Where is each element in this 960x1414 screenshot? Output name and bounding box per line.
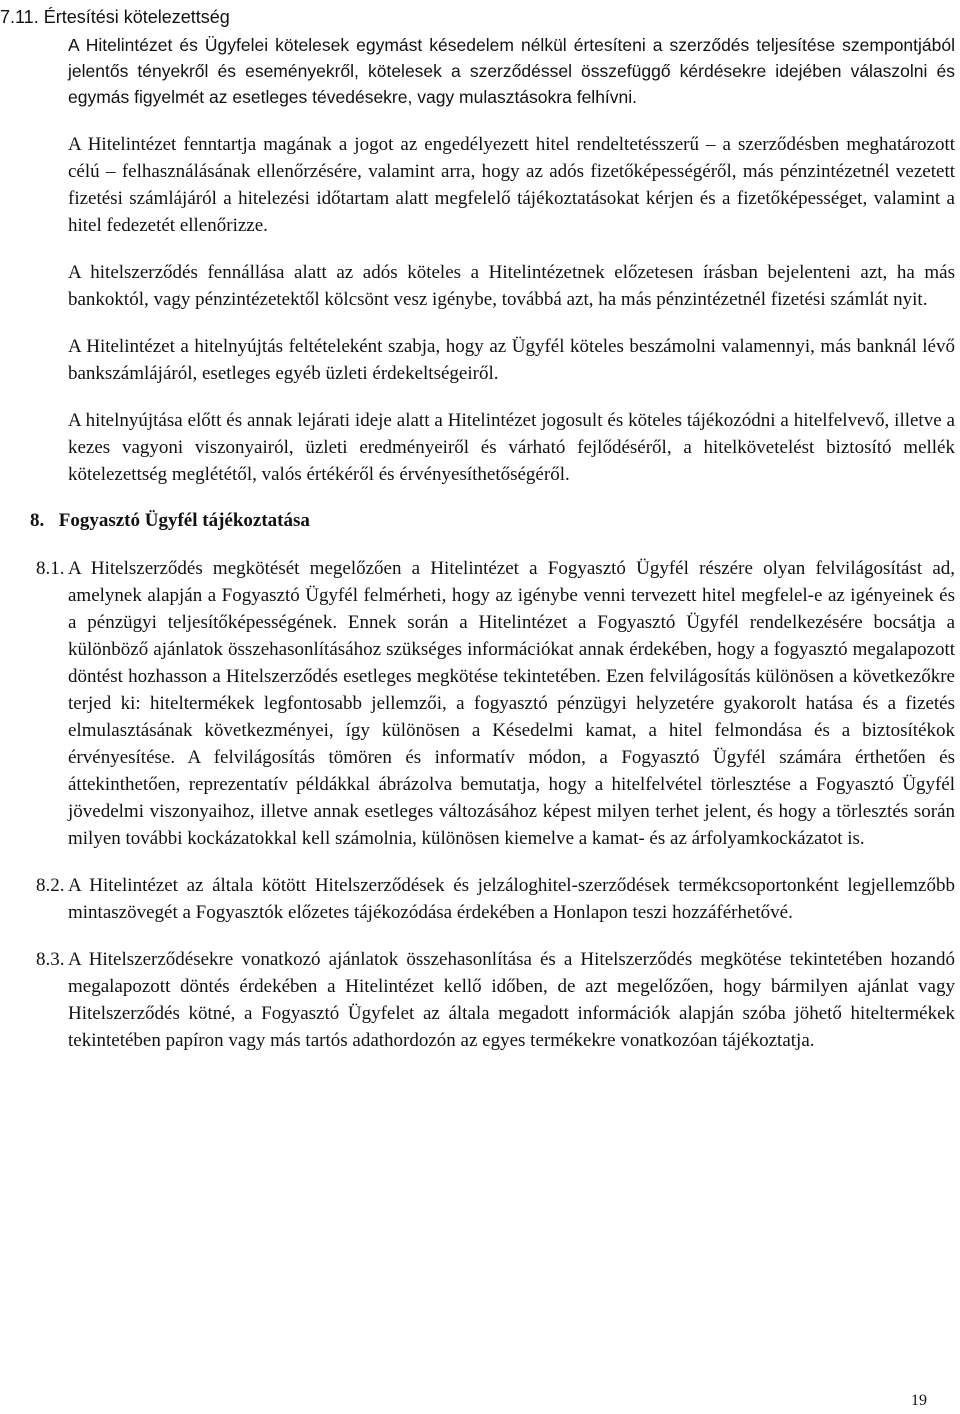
paragraph-notification-duty: A Hitelintézet és Ügyfelei kötelesek egymást késedelem nélkül értesíteni a szerződés teljesítése szempontjából jelentős tényekről és eseményekről, kötelesek a szerződéssel összefüggő kérdésekre idejében válaszolni és egymás figyelmét az esetleges tévedésekre, vagy mulasztásokra felhívni. [68,35,955,107]
section-number: 8. [30,510,45,531]
item-text: A Hitelszerződés megkötését megelőzően a Hitelintézet a Fogyasztó Ügyfél részére olyan felvilágosítást ad, amelynek alapján a Fogyasztó Ügyfél felmérheti, hogy az igénybe venni tervezett hitel megfelel-e az igényeinek és a pénzügyi teljesítőképességének. Ennek során a Hitelintézet a Fogyasztó Ügyfél rendelkezésére bocsátja a különböző ajánlatok összehasonlításához szükséges információkat annak érdekében, hogy a fogyasztó megalapozott döntést hozhasson a Hitelszerződés esetleges megkötése tekintetében. Ezen felvilágosítás különösen a következőkre terjed ki: hiteltermékek legfontosabb jellemzői, a fogyasztó pénzügyi helyzetére gyakorolt hatása és a fizetés elmulasztásának következményei, így különösen a Késedelmi kamat, a hitel felmondása és a biztosítékok érvényesítése. A felvilágosítás tömören és informatív módon, a Fogyasztó Ügyfél számára érthetően és áttekinthetően, reprezentatív példákkal ábrázolva bemutatja, hogy a hitelfelvétel törlesztése a Fogyasztó Ügyfél jövedelmi viszonyaihoz, illetve annak esetleges változásához képest milyen terhet jelent, és hogy a törlesztés során milyen további kockázatokkal kell számolnia, különösen kiemelve a kamat- és az árfolyamkockázatot is. [68,558,955,849]
paragraph-information-gathering: A hitelnyújtása előtt és annak lejárati ideje alatt a Hitelintézet jogosult és köteles tájékozódni a hitelfelvevő, illetve a kezes vagyoni viszonyairól, üzleti eredményeiről és várható fejlődéséről, a hitelkövetelést biztosító mellék kötelezettség meglététől, valós értékéről és érvényesíthetőségéről. [68,410,955,485]
list-item-8-3 [36,946,955,1054]
page-number: 19 [911,1392,927,1409]
paragraph-reporting-obligation: A hitelszerződés fennállása alatt az adós köteles a Hitelintézetnek előzetesen írásban bejelenteni azt, ha más bankoktól, vagy pénzintézetektől kölcsönt vesz igénybe, továbbá azt, ha más pénzintézetnél fizetési számlát nyit. [68,262,955,310]
item-text: A Hitelszerződésekre vonatkozó ajánlatok összehasonlítása és a Hitelszerződés megkötése tekintetében hozandó megalapozott döntés érdekében a Hitelintézet kellő időben, de azt megelőzően, hogy bármilyen ajánlat vagy Hitelszerződés kötné, a Fogyasztó Ügyfelet az általa megadott információk alapján szóba jöhető hiteltermékek tekintetében papíron vagy más tartós adathordozón az egyes termékekre vonatkozóan tájékoztatja. [68,949,955,1051]
section-title-text: Fogyasztó Ügyfél tájékoztatása [58,510,310,531]
document-body [30,32,955,1074]
section-8-title [30,508,955,534]
section-heading: 7.11. Értesítési kötelezettség [0,7,230,27]
paragraph-verification-right: A Hitelintézet fenntartja magának a jogot az engedélyezett hitel rendeltetésszerű – a szerződésben meghatározott célú – felhasználásának ellenőrzésére, valamint arra, hogy az adós fizetőképességéről, más pénzintézetnél vezetett fizetési számlájáról a hitelezési időtartam alatt megfelelő tájékoztatásokat kérjen és a fizetőképességet, valamint a hitel fedezetét ellenőrizze. [68,134,955,236]
item-number: 8.3. [36,949,65,970]
item-number: 8.1. [36,558,65,579]
item-number: 8.2. [36,875,65,896]
paragraph-account-disclosure: A Hitelintézet a hitelnyújtás feltételeként szabja, hogy az Ügyfél köteles beszámolni valamennyi, más banknál lévő bankszámlájáról, esetleges egyéb üzleti érdekeltségeiről. [68,336,955,384]
item-text: A Hitelintézet az általa kötött Hitelszerződések és jelzáloghitel-szerződések termékcsoportonként legjellemzőbb mintaszövegét a Fogyasztók előzetes tájékozódása érdekében a Honlapon teszi hozzáférhetővé. [68,875,955,923]
list-item-8-2 [36,872,955,926]
list-item-8-1 [36,555,955,852]
